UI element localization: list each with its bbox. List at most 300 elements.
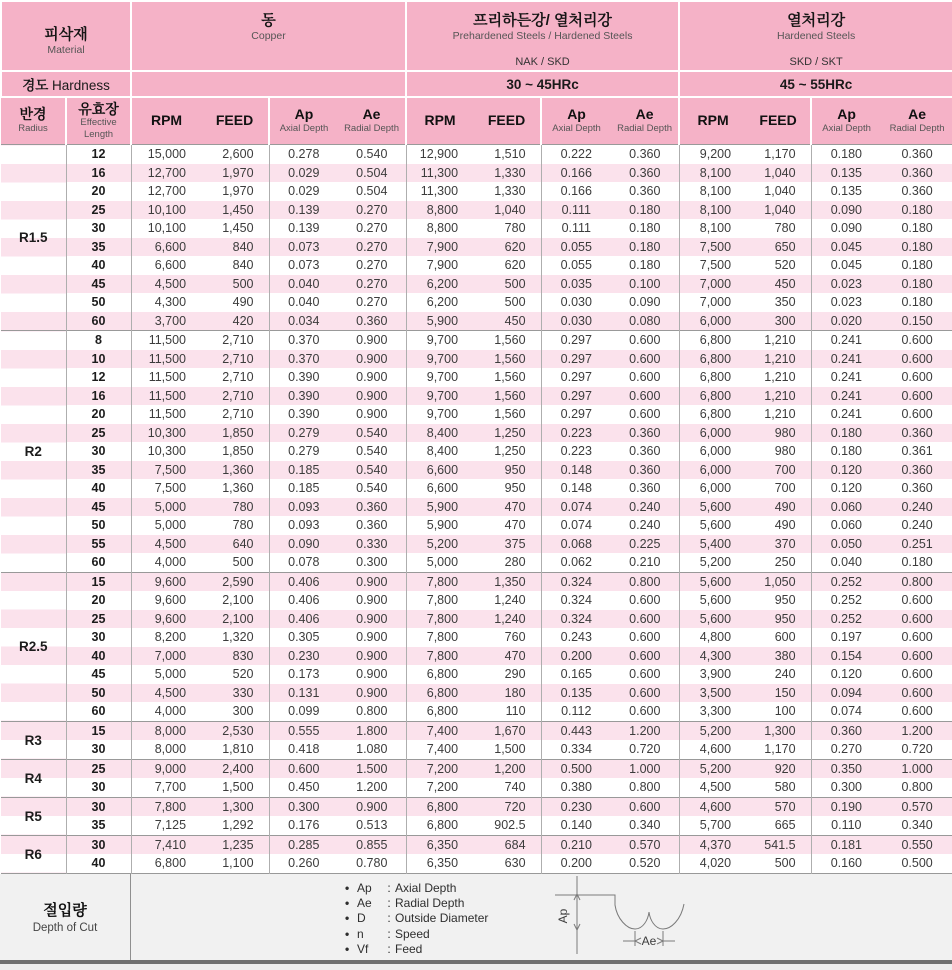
value-cell: 9,700: [406, 405, 473, 424]
value-cell: 520: [232, 667, 254, 682]
value-cell: 1,210: [764, 370, 796, 385]
value-cell: 0.140: [541, 816, 611, 835]
value-cell: 0.180: [901, 258, 933, 273]
value-cell: 920: [746, 759, 811, 778]
value-cell: 8,400: [406, 442, 473, 461]
value-cell: 6,000: [679, 312, 746, 331]
value-cell: 110: [505, 704, 526, 719]
table-row: [1, 275, 952, 294]
value-cell: 0.360: [881, 145, 952, 164]
value-cell: 1,040: [764, 184, 796, 199]
value-cell: 840: [232, 239, 254, 254]
value-cell: 1,250: [494, 425, 526, 440]
value-cell: 0.241: [811, 387, 881, 406]
effective-length-cell: 30: [66, 835, 131, 854]
col-header-feed-prehardened: FEED: [473, 97, 541, 145]
table-row: [1, 740, 952, 759]
legend-definition: Speed: [395, 926, 430, 941]
value-cell: 0.324: [541, 610, 611, 629]
value-cell: 0.900: [356, 593, 388, 608]
material-group-prehardened: [406, 1, 679, 71]
value-cell: 2,710: [222, 370, 254, 385]
value-cell: 5,000: [406, 553, 473, 572]
value-cell: 0.060: [811, 516, 881, 535]
value-cell: 0.900: [356, 407, 388, 422]
value-cell: 0.034: [269, 312, 338, 331]
value-cell: 1,040: [764, 202, 796, 217]
value-cell: 1,450: [222, 221, 254, 236]
value-cell: 541.5: [746, 835, 811, 854]
value-cell: 4,500: [131, 684, 201, 703]
value-cell: 600: [774, 630, 796, 645]
value-cell: 1,670: [473, 721, 541, 740]
value-cell: 0.390: [269, 405, 338, 424]
hardened-grades: SKD / SKT: [789, 56, 843, 69]
value-cell: 5,000: [131, 516, 201, 535]
value-cell: 1,210: [764, 351, 796, 366]
value-cell: 7,800: [406, 572, 473, 591]
value-cell: 1,300: [201, 797, 269, 816]
value-cell: 0.555: [269, 721, 338, 740]
ae-diagram-label: Ae: [641, 933, 657, 948]
value-cell: 0.173: [269, 665, 338, 684]
value-cell: 6,800: [679, 387, 746, 406]
effective-length-cell: 35: [66, 238, 131, 257]
value-cell: 6,350: [406, 854, 473, 873]
value-cell: 7,900: [406, 238, 473, 257]
value-cell: 700: [774, 462, 796, 477]
value-cell: 0.120: [811, 461, 881, 480]
value-cell: 7,410: [131, 835, 201, 854]
value-cell: 0.135: [811, 164, 881, 183]
value-cell: 0.111: [541, 219, 611, 238]
value-cell: 7,000: [679, 275, 746, 294]
table-row: [1, 461, 952, 480]
value-cell: 7,800: [406, 610, 473, 629]
value-cell: 0.166: [541, 182, 611, 201]
table-row: [1, 516, 952, 535]
table-row: [1, 797, 952, 816]
value-cell: 1.000: [611, 759, 679, 778]
value-cell: 7,800: [131, 797, 201, 816]
legend-item: [345, 911, 488, 926]
value-cell: 0.185: [269, 479, 338, 498]
value-cell: 9,700: [406, 350, 473, 369]
value-cell: 5,200: [679, 759, 746, 778]
value-cell: 12,900: [406, 145, 473, 164]
value-cell: 470: [504, 499, 526, 514]
value-cell: 0.600: [629, 611, 661, 626]
value-cell: 0.340: [629, 818, 661, 833]
table-row: [1, 387, 952, 406]
effective-length-cell: 30: [66, 628, 131, 647]
copper-title-en: Copper: [251, 30, 286, 43]
value-cell: 500: [504, 276, 526, 291]
value-cell: 0.800: [629, 780, 661, 795]
value-cell: 0.148: [541, 461, 611, 480]
value-cell: 6,000: [679, 424, 746, 443]
value-cell: 0.222: [541, 145, 611, 164]
material-label-cell: [1, 1, 131, 71]
effective-length-cell: 30: [66, 740, 131, 759]
table-row: [1, 702, 952, 721]
value-cell: 0.185: [269, 461, 338, 480]
table-body: [1, 145, 952, 874]
effective-length-cell: 40: [66, 647, 131, 666]
value-cell: 830: [232, 648, 254, 663]
effective-length-cell: 25: [66, 424, 131, 443]
table-row: [1, 164, 952, 183]
value-cell: 0.135: [541, 684, 611, 703]
radius-group-label: R3: [1, 721, 66, 759]
value-cell: 0.150: [901, 313, 933, 328]
value-cell: 0.570: [881, 797, 952, 816]
value-cell: 1,240: [494, 611, 526, 626]
value-cell: 10,300: [131, 424, 201, 443]
value-cell: 0.297: [541, 350, 611, 369]
value-cell: 4,600: [679, 740, 746, 759]
value-cell: 0.418: [269, 740, 338, 759]
value-cell: 5,600: [679, 610, 746, 629]
value-cell: 2,590: [201, 572, 269, 591]
value-cell: 6,000: [679, 461, 746, 480]
value-cell: 0.360: [356, 313, 388, 328]
value-cell: 0.166: [541, 164, 611, 183]
value-cell: 4,370: [679, 835, 746, 854]
material-group-hardened: [679, 1, 952, 71]
value-cell: 700: [774, 481, 796, 496]
value-cell: 1.500: [338, 759, 406, 778]
value-cell: 0.270: [356, 295, 388, 310]
value-cell: 0.360: [901, 481, 933, 496]
value-cell: 0.900: [356, 611, 388, 626]
col-header-rpm-prehardened: RPM: [406, 97, 473, 145]
value-cell: 0.139: [269, 219, 338, 238]
value-cell: 11,300: [406, 164, 473, 183]
value-cell: 490: [232, 295, 254, 310]
value-cell: 1.200: [356, 780, 388, 795]
value-cell: 6,800: [406, 665, 473, 684]
value-cell: 0.190: [811, 797, 881, 816]
value-cell: 0.361: [901, 444, 933, 459]
value-cell: 500: [232, 276, 254, 291]
radius-group-label: R6: [1, 835, 66, 873]
value-cell: 7,800: [406, 628, 473, 647]
value-cell: 630: [504, 856, 526, 871]
effective-length-cell: 45: [66, 498, 131, 517]
hardness-label-en: Hardness: [52, 78, 110, 93]
value-cell: 11,500: [131, 368, 201, 387]
table-row: [1, 312, 952, 331]
value-cell: 0.540: [356, 444, 388, 459]
value-cell: 1,250: [494, 444, 526, 459]
value-cell: 6,800: [406, 684, 473, 703]
value-cell: 0.270: [356, 239, 388, 254]
value-cell: 6,800: [679, 350, 746, 369]
value-cell: 7,900: [406, 256, 473, 275]
value-cell: 11,500: [131, 331, 201, 350]
value-cell: 0.029: [269, 164, 338, 183]
value-cell: 1,560: [494, 407, 526, 422]
value-cell: 0.023: [811, 293, 881, 312]
value-cell: 0.600: [901, 593, 933, 608]
value-cell: 0.270: [356, 221, 388, 236]
value-cell: 0.800: [881, 572, 952, 591]
copper-title-ko: 동: [261, 12, 276, 29]
value-cell: 7,400: [406, 740, 473, 759]
value-cell: 950: [774, 611, 796, 626]
value-cell: 0.112: [541, 702, 611, 721]
value-cell: 0.900: [356, 370, 388, 385]
value-cell: 0.570: [611, 835, 679, 854]
value-cell: 9,600: [131, 610, 201, 629]
value-cell: 9,200: [679, 145, 746, 164]
value-cell: 300: [232, 704, 254, 719]
value-cell: 0.270: [356, 202, 388, 217]
value-cell: 0.240: [901, 499, 933, 514]
value-cell: 0.180: [901, 276, 933, 291]
value-cell: 0.600: [901, 630, 933, 645]
table-row: [1, 479, 952, 498]
value-cell: 0.139: [269, 201, 338, 220]
value-cell: 7,000: [131, 647, 201, 666]
value-cell: 240: [774, 667, 796, 682]
value-cell: 1,330: [494, 184, 526, 199]
hardened-title-ko: 열처리강: [787, 12, 846, 29]
legend-colon: :: [387, 911, 391, 926]
effective-length-cell: 8: [66, 331, 131, 350]
value-cell: 4,500: [131, 535, 201, 554]
value-cell: 0.720: [629, 742, 661, 757]
value-cell: 0.279: [269, 442, 338, 461]
value-cell: 0.090: [629, 295, 661, 310]
value-cell: 8,800: [406, 219, 473, 238]
value-cell: 4,800: [679, 628, 746, 647]
value-cell: 0.324: [541, 591, 611, 610]
value-cell: 684: [473, 835, 541, 854]
value-cell: 0.406: [269, 610, 338, 629]
value-cell: 500: [774, 856, 796, 871]
value-cell: 1,330: [494, 165, 526, 180]
value-cell: 2,400: [201, 759, 269, 778]
value-cell: 0.360: [356, 499, 388, 514]
value-cell: 1,040: [494, 202, 526, 217]
value-cell: 0.900: [338, 572, 406, 591]
value-cell: 0.180: [901, 202, 933, 217]
value-cell: 6,200: [406, 275, 473, 294]
value-cell: 0.390: [269, 387, 338, 406]
value-cell: 3,300: [679, 702, 746, 721]
effective-length-cell: 15: [66, 721, 131, 740]
value-cell: 780: [232, 499, 254, 514]
value-cell: 5,200: [679, 553, 746, 572]
value-cell: 0.900: [356, 388, 388, 403]
value-cell: 6,600: [131, 256, 201, 275]
value-cell: 280: [504, 555, 526, 570]
value-cell: 0.074: [811, 702, 881, 721]
value-cell: 0.073: [269, 256, 338, 275]
legend-colon: :: [387, 926, 391, 941]
value-cell: 3,900: [679, 665, 746, 684]
value-cell: 840: [232, 258, 254, 273]
radius-group-label: R5: [1, 797, 66, 835]
value-cell: 0.360: [629, 444, 661, 459]
value-cell: 5,700: [679, 816, 746, 835]
value-cell: 0.040: [811, 553, 881, 572]
value-cell: 780: [774, 221, 796, 236]
effective-length-cell: 12: [66, 145, 131, 164]
effective-length-cell: 30: [66, 778, 131, 797]
value-cell: 7,125: [131, 816, 201, 835]
value-cell: 0.600: [901, 370, 933, 385]
value-cell: 1,450: [222, 202, 254, 217]
value-cell: 0.030: [541, 293, 611, 312]
value-cell: 490: [774, 499, 796, 514]
value-cell: 0.360: [901, 184, 933, 199]
value-cell: 0.241: [811, 331, 881, 350]
value-cell: 450: [774, 276, 796, 291]
value-cell: 0.180: [811, 145, 881, 164]
ae-arrow-left: [635, 938, 641, 944]
table-row: [1, 553, 952, 572]
value-cell: 0.600: [881, 331, 952, 350]
value-cell: 10,100: [131, 201, 201, 220]
effective-length-cell: 50: [66, 293, 131, 312]
value-cell: 1,500: [222, 780, 254, 795]
value-cell: 0.040: [269, 275, 338, 294]
value-cell: 0.720: [901, 742, 933, 757]
effective-length-cell: 35: [66, 816, 131, 835]
value-cell: 0.540: [338, 145, 406, 164]
value-cell: 0.900: [356, 630, 388, 645]
value-cell: 5,900: [406, 498, 473, 517]
value-cell: 0.165: [541, 665, 611, 684]
table-row: [1, 293, 952, 312]
legend-item: [345, 942, 488, 957]
copper-grades: [132, 56, 405, 69]
value-cell: 0.600: [629, 630, 661, 645]
value-cell: 4,500: [679, 778, 746, 797]
effective-length-cell: 20: [66, 591, 131, 610]
value-cell: 0.278: [269, 145, 338, 164]
value-cell: 15,000: [131, 145, 201, 164]
value-cell: 0.297: [541, 387, 611, 406]
value-cell: 1,560: [494, 388, 526, 403]
value-cell: 9,700: [406, 331, 473, 350]
value-cell: 0.045: [811, 256, 881, 275]
value-cell: 7,500: [679, 238, 746, 257]
value-cell: 0.180: [811, 442, 881, 461]
legend-term: Ae: [357, 895, 372, 910]
effective-length-cell: 16: [66, 387, 131, 406]
value-cell: 0.055: [541, 238, 611, 257]
table-row: [1, 350, 952, 369]
value-cell: 6,350: [406, 835, 473, 854]
material-label-ko: 피삭재: [44, 26, 88, 43]
value-cell: 1,320: [222, 630, 254, 645]
value-cell: 0.223: [541, 424, 611, 443]
radius-group-label: R4: [1, 759, 66, 797]
effective-length-cell: 20: [66, 405, 131, 424]
legend-colon: :: [387, 942, 391, 957]
table-row: [1, 368, 952, 387]
value-cell: 0.900: [356, 667, 388, 682]
value-cell: 0.600: [901, 611, 933, 626]
legend-term: n: [357, 926, 364, 941]
value-cell: 0.540: [356, 481, 388, 496]
value-cell: 2,100: [222, 593, 254, 608]
value-cell: 7,800: [406, 647, 473, 666]
value-cell: 0.600: [629, 685, 661, 700]
value-cell: 250: [774, 555, 796, 570]
value-cell: 0.300: [269, 797, 338, 816]
value-cell: 5,200: [679, 721, 746, 740]
value-cell: 0.324: [541, 572, 611, 591]
value-cell: 8,200: [131, 628, 201, 647]
value-cell: 0.520: [629, 856, 661, 871]
value-cell: 0.330: [356, 536, 388, 551]
value-cell: 0.600: [629, 370, 661, 385]
col-header-ap-prehardened: Ap Axial Depth: [541, 97, 611, 145]
value-cell: 0.180: [901, 239, 933, 254]
value-cell: 5,900: [406, 312, 473, 331]
value-cell: 4,000: [131, 702, 201, 721]
value-cell: 0.197: [811, 628, 881, 647]
effective-length-cell: 50: [66, 516, 131, 535]
value-cell: 640: [232, 536, 254, 551]
value-cell: 520: [774, 258, 796, 273]
value-cell: 0.270: [356, 258, 388, 273]
value-cell: 0.230: [541, 797, 611, 816]
value-cell: 0.270: [811, 740, 881, 759]
value-cell: 0.360: [629, 462, 661, 477]
value-cell: 0.200: [541, 647, 611, 666]
table-row: [1, 610, 952, 629]
value-cell: 4,600: [679, 797, 746, 816]
value-cell: 0.078: [269, 553, 338, 572]
value-cell: 12,700: [131, 182, 201, 201]
value-cell: 0.120: [811, 665, 881, 684]
value-cell: 1,810: [222, 742, 254, 757]
value-cell: 1,970: [222, 165, 254, 180]
value-cell: 0.600: [629, 407, 661, 422]
value-cell: 1,360: [222, 481, 254, 496]
value-cell: 6,000: [679, 479, 746, 498]
legend-colon: :: [387, 880, 391, 895]
value-cell: 0.160: [811, 854, 881, 873]
table-row: [1, 442, 952, 461]
value-cell: 6,800: [679, 368, 746, 387]
value-cell: 1,170: [746, 145, 811, 164]
value-cell: 2,710: [201, 331, 269, 350]
value-cell: 8,800: [406, 201, 473, 220]
value-cell: 0.210: [629, 555, 661, 570]
depth-of-cut-diagram: [535, 874, 750, 960]
value-cell: 0.443: [541, 721, 611, 740]
value-cell: 1,040: [764, 165, 796, 180]
table-row: [1, 778, 952, 797]
value-cell: 6,200: [406, 293, 473, 312]
value-cell: 490: [774, 518, 796, 533]
value-cell: 1,300: [746, 721, 811, 740]
value-cell: 980: [774, 444, 796, 459]
table-row: [1, 535, 952, 554]
page-margin: [0, 964, 952, 970]
value-cell: 0.600: [901, 388, 933, 403]
effective-length-cell: 45: [66, 275, 131, 294]
table-row: [1, 759, 952, 778]
value-cell: 0.029: [269, 182, 338, 201]
